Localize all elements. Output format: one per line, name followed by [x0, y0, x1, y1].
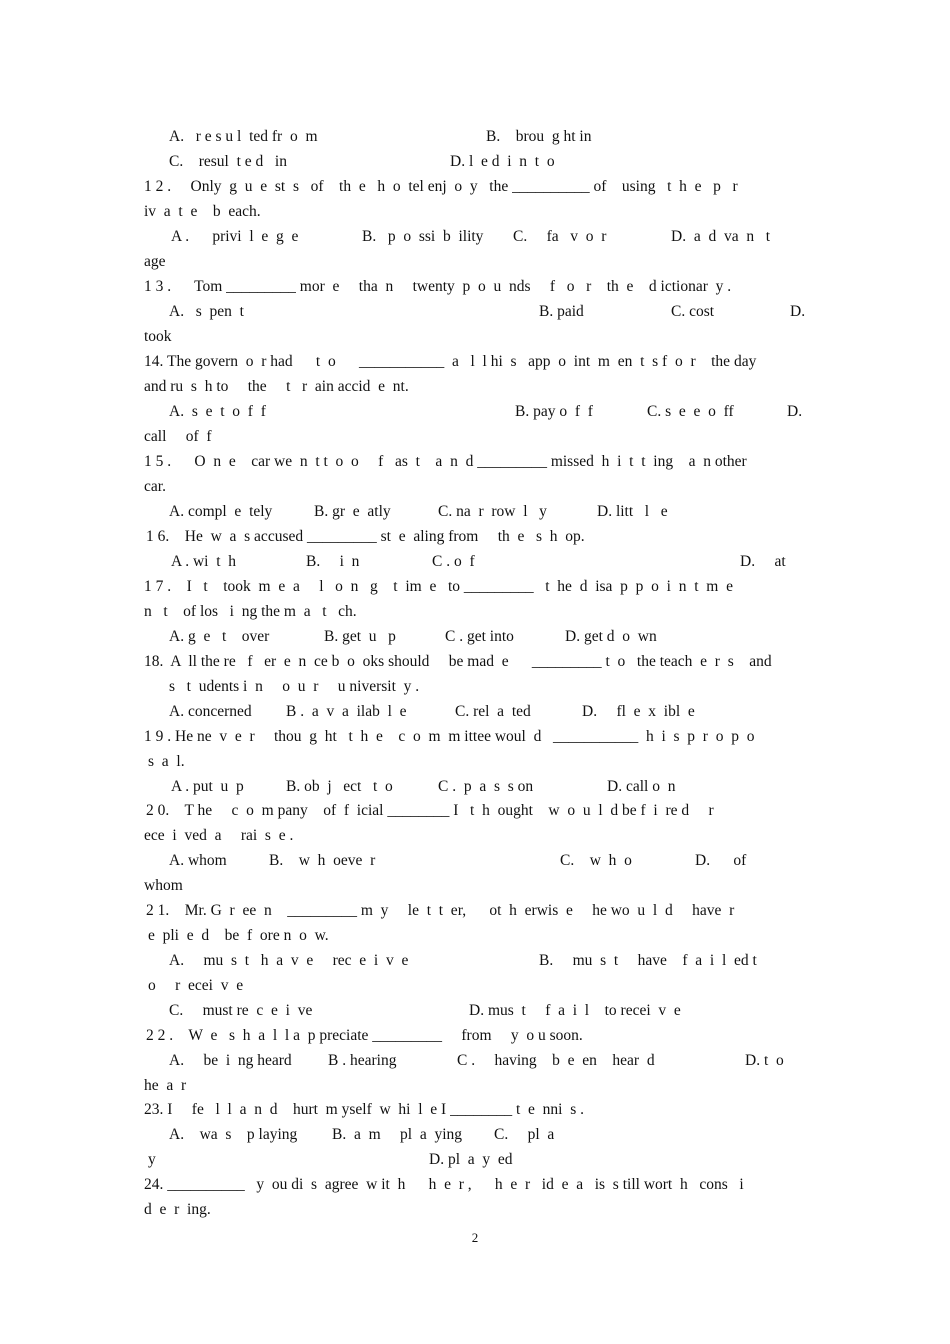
- q19-stem: 1 9 . He ne v e r thou g ht t h e c o m m ittee woul d ___________ h i s p r o p o: [144, 728, 755, 745]
- q22-option-d-cont: he a r: [144, 1077, 187, 1094]
- q22-stem: 2 2 . W e s h a l l a p preciate _________ from y o u soon.: [146, 1027, 583, 1044]
- q17-option-d: D. get d o wn: [565, 628, 657, 645]
- q18-option-b: B . a v a ilab l e: [286, 703, 407, 720]
- q20-stem-cont: ece i ved a rai s e .: [144, 827, 294, 844]
- q16-option-b: B. i n: [306, 553, 360, 570]
- q16-option-c: C . o f: [432, 553, 475, 570]
- q23-option-b: B. a m pl a ying: [332, 1126, 463, 1143]
- q18-option-c: C. rel a ted: [455, 703, 531, 720]
- q19-option-d: D. call o n: [607, 778, 676, 795]
- q12-option-c: C. fa v o r: [513, 228, 607, 245]
- q13-option-b: B. paid: [539, 303, 584, 320]
- q21-option-a: A. mu s t h a v e rec e i v e: [169, 952, 409, 969]
- q11-option-c: C. resul t e d in: [169, 153, 287, 170]
- q14-option-b: B. pay o f f: [515, 403, 593, 420]
- q14-stem-cont: and ru s h to the t r ain accid e nt.: [144, 378, 409, 395]
- q12-option-a: A . privi l e g e: [171, 228, 299, 245]
- q13-option-c: C. cost: [671, 303, 715, 320]
- q20-option-a: A. whom: [169, 852, 227, 869]
- q17-option-b: B. get u p: [324, 628, 396, 645]
- q13-option-d: D.: [790, 303, 806, 320]
- q15-option-d: D. litt l e: [597, 503, 668, 520]
- q17-option-c: C . get into: [445, 628, 514, 645]
- q19-option-c: C . p a s s on: [438, 778, 534, 795]
- q20-stem: 2 0. T he c o m pany of f icial ________ I t h ought w o u l d be f i re d r: [146, 802, 714, 819]
- q12-option-d-cont: age: [144, 253, 166, 270]
- q23-option-a: A. wa s p laying: [169, 1126, 298, 1143]
- q11-option-b: B. brou g ht in: [486, 128, 592, 145]
- q18-option-d: D. fl e x ibl e: [582, 703, 695, 720]
- q12-option-b: B. p o ssi b ility: [362, 228, 484, 245]
- q14-option-d: D.: [787, 403, 803, 420]
- page-number: 2: [471, 1230, 479, 1245]
- q12-stem-cont: iv a t e b each.: [144, 203, 261, 220]
- q22-option-c: C . having b e en hear d: [457, 1052, 655, 1069]
- q11-option-a: A. r e s u l ted fr o m: [169, 128, 318, 145]
- q21-stem-cont: e pli e d be f ore n o w.: [148, 927, 329, 944]
- q15-option-b: B. gr e atly: [314, 503, 391, 520]
- q15-option-a: A. compl e tely: [169, 503, 273, 520]
- q17-option-a: A. g e t over: [169, 628, 270, 645]
- q16-stem: 1 6. He w a s accused _________ st e aling from th e s h op.: [146, 528, 585, 545]
- q18-option-a: A. concerned: [169, 703, 252, 720]
- q11-option-d: D. l e d i n t o: [450, 153, 555, 170]
- q23-option-d: D. pl a y ed: [429, 1151, 513, 1168]
- q22-option-d: D. t o: [745, 1052, 784, 1069]
- q13-option-d-cont: took: [144, 328, 172, 345]
- q23-option-c: C. pl a: [494, 1126, 555, 1143]
- q15-stem-cont: car.: [144, 478, 166, 495]
- q18-stem-cont: s t udents i n o u r u niversit y .: [169, 678, 420, 695]
- q17-stem-cont: n t of los i ng the m a t ch.: [144, 603, 357, 620]
- q15-stem: 1 5 . O n e car we n t t o o f as t a n d _________ missed h i t t ing a n other: [144, 453, 747, 470]
- q21-option-c: C. must re c e i ve: [169, 1002, 313, 1019]
- q19-option-a: A . put u p: [171, 778, 244, 795]
- q14-option-d-cont: call of f: [144, 428, 212, 445]
- q18-stem: 18. A ll the re f er e n ce b o oks should be mad e _________ t o the teach e r s and: [144, 653, 772, 670]
- q14-option-a: A. s e t o f f: [169, 403, 266, 420]
- q15-option-c: C. na r row l y: [438, 503, 547, 520]
- q20-option-d: D. of: [695, 852, 747, 869]
- q13-option-a: A. s pen t: [169, 303, 244, 320]
- q16-option-a: A . wi t h: [171, 553, 237, 570]
- q13-stem: 1 3 . Tom _________ mor e tha n twenty p o u nds f o r th e d ictionar y .: [144, 278, 732, 295]
- q16-option-d: D. at: [740, 553, 786, 570]
- q12-stem: 1 2 . Only g u e st s of th e h o tel enj o y the __________ of using t h e p r: [144, 178, 738, 195]
- q20-option-b: B. w h oeve r: [269, 852, 376, 869]
- q19-option-b: B. ob j ect t o: [286, 778, 393, 795]
- q23-option-c-cont: y: [148, 1151, 156, 1168]
- q12-option-d: D. a d va n t: [671, 228, 771, 245]
- q21-option-d: D. mus t f a i l to recei v e: [469, 1002, 681, 1019]
- q23-stem: 23. I fe l l a n d hurt m yself w hi l e I ________ t e nni s .: [144, 1101, 584, 1118]
- q22-option-a: A. be i ng heard: [169, 1052, 292, 1069]
- q14-stem: 14. The govern o r had t o ___________ a l l hi s app o int m en t s f o r the day: [144, 353, 757, 370]
- q20-option-d-cont: whom: [144, 877, 183, 894]
- q21-option-b: B. mu s t have f a i l ed t: [539, 952, 757, 969]
- q21-stem: 2 1. Mr. G r ee n _________ m y le t t er, ot h erwis e he wo u l d have r: [146, 902, 735, 919]
- q19-stem-cont: s a l.: [148, 753, 185, 770]
- q20-option-c: C. w h o: [560, 852, 632, 869]
- q17-stem: 1 7 . I t took m e a l o n g t im e to _________ t he d isa p p o i n t m e: [144, 578, 733, 595]
- q22-option-b: B . hearing: [328, 1052, 397, 1069]
- q24-stem: 24. __________ y ou di s agree w it h h e r , h e r id e a is s till wort h cons i: [144, 1176, 744, 1193]
- q21-option-b-cont: o r ecei v e: [148, 977, 244, 994]
- q24-stem-cont: d e r ing.: [144, 1201, 211, 1218]
- q14-option-c: C. s e e o ff: [647, 403, 734, 420]
